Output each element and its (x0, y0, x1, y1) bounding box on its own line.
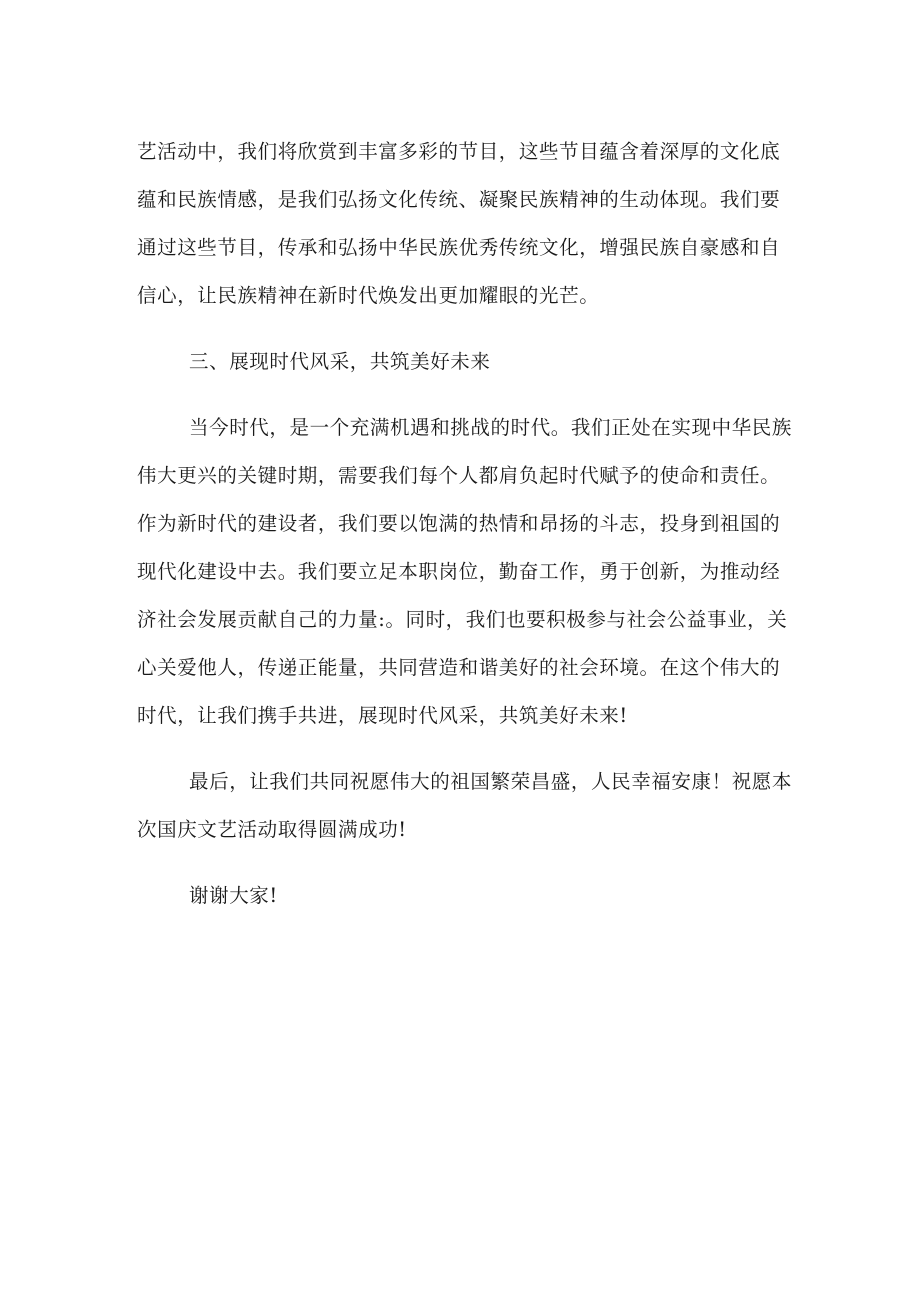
text-line: 蕴和民族情感，是我们弘扬文化传统、凝聚民族精神的生动体现。我们要 (137, 188, 781, 211)
text-line: 伟大更兴的关键时期，需要我们每个人都肩负起时代赋予的使命和责任。 (137, 464, 781, 487)
text-line: 现代化建设中去。我们要立足本职岗位，勤奋工作，勇于创新，为推动经 (137, 560, 781, 583)
text-line: 当今时代，是一个充满机遇和挑战的时代。我们正处在实现中华民族 (189, 416, 793, 439)
closing-line (137, 872, 787, 920)
document-body (137, 128, 793, 938)
text-line: 心关爱他人，传递正能量，共同营造和谐美好的社会环境。在这个伟大的 (137, 656, 781, 679)
text-line: 最后，让我们共同祝愿伟大的祖国繁荣昌盛，人民幸福安康！祝愿本 (189, 770, 793, 793)
text-line: 通过这些节目，传承和弘扬中华民族优秀传统文化，增强民族自豪感和自 (137, 236, 781, 259)
text-line: 谢谢大家! (189, 884, 278, 907)
heading-text: 三、展现时代风采，共筑美好未来 (189, 350, 491, 373)
paragraph-3 (137, 758, 793, 854)
paragraph-1 (137, 128, 787, 320)
text-line: 济社会发展贡献自己的力量:。同时，我们也要积极参与社会公益事业，关 (137, 608, 788, 631)
paragraph-2 (137, 404, 793, 740)
text-line: 信心，让民族精神在新时代焕发出更加耀眼的光芒。 (137, 284, 600, 307)
text-line: 作为新时代的建设者，我们要以饱满的热情和昂扬的斗志，投身到祖国的 (137, 512, 781, 535)
text-line: 时代，让我们携手共进，展现时代风采，共筑美好未来! (137, 704, 628, 727)
text-line: 次国庆文艺活动取得圆满成功! (137, 818, 407, 841)
text-line: 艺活动中，我们将欣赏到丰富多彩的节目，这些节目蕴含着深厚的文化底 (137, 140, 781, 163)
section-heading-3 (137, 338, 787, 386)
